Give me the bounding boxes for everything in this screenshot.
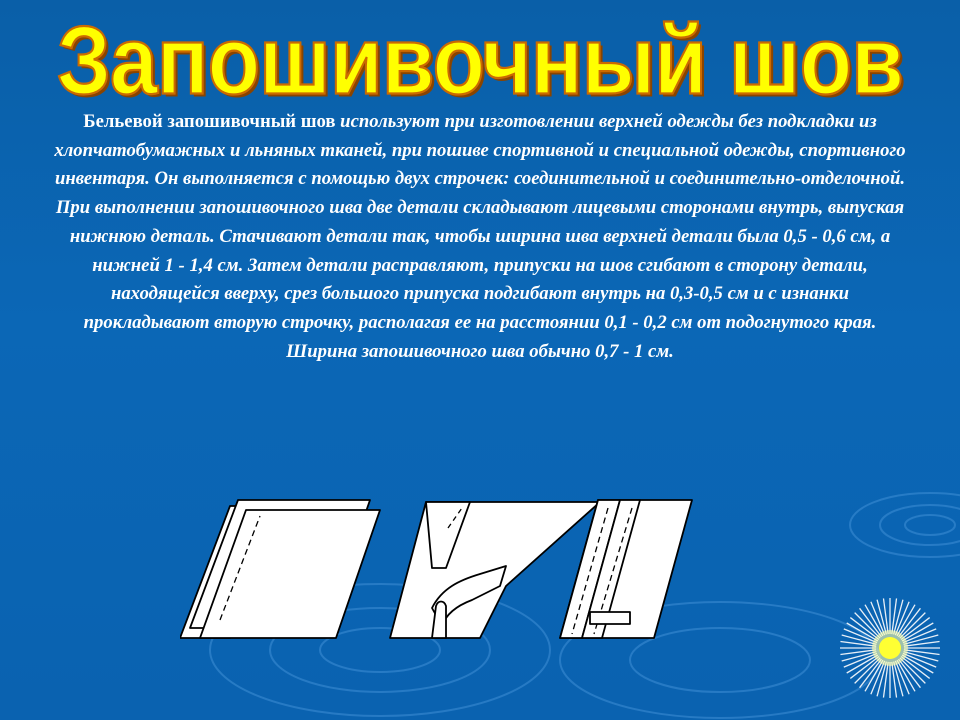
paragraph-2: При выполнении запошивочного шва две детали складывают лицевыми сторонами внутрь, выпуская нижнюю деталь. Стачивают детали так, чтобы ширина шва верхней детали была 0,5 - 0,6 см, а нижней 1 - 1,4 см. Затем детали расправляют, припуски на шов сгибают в сторону детали, находящейся вверху, срез большого припуска подгибают внутрь на 0,3-0,5 см и с изнанки прокладывают вторую строчку, располагая ее на расстоянии 0,1 - 0,2 см от подогнутого края. Ширина запошивочного шва обычно 0,7 - 1 см. — [55, 197, 905, 362]
description-text — [52, 108, 908, 366]
seam-illustrations — [180, 488, 710, 648]
seam-step-1-illustration — [180, 500, 380, 638]
paragraph-1-lead: Бельевой запошивочный шов — [83, 111, 336, 132]
page-title: Запошивочный шов — [56, 7, 903, 115]
paragraph-1 — [52, 108, 908, 194]
sun-icon — [838, 596, 942, 700]
paragraph-1-text: используют при изготовлении верхней одежды без подкладки из хлопчатобумажных и льняных тканей, при пошиве спортивной и специальной одежды, спортивного инвентаря. Он выполняется с помощью двух строчек: соединительной и соединительно-отделочной. — [54, 111, 906, 190]
